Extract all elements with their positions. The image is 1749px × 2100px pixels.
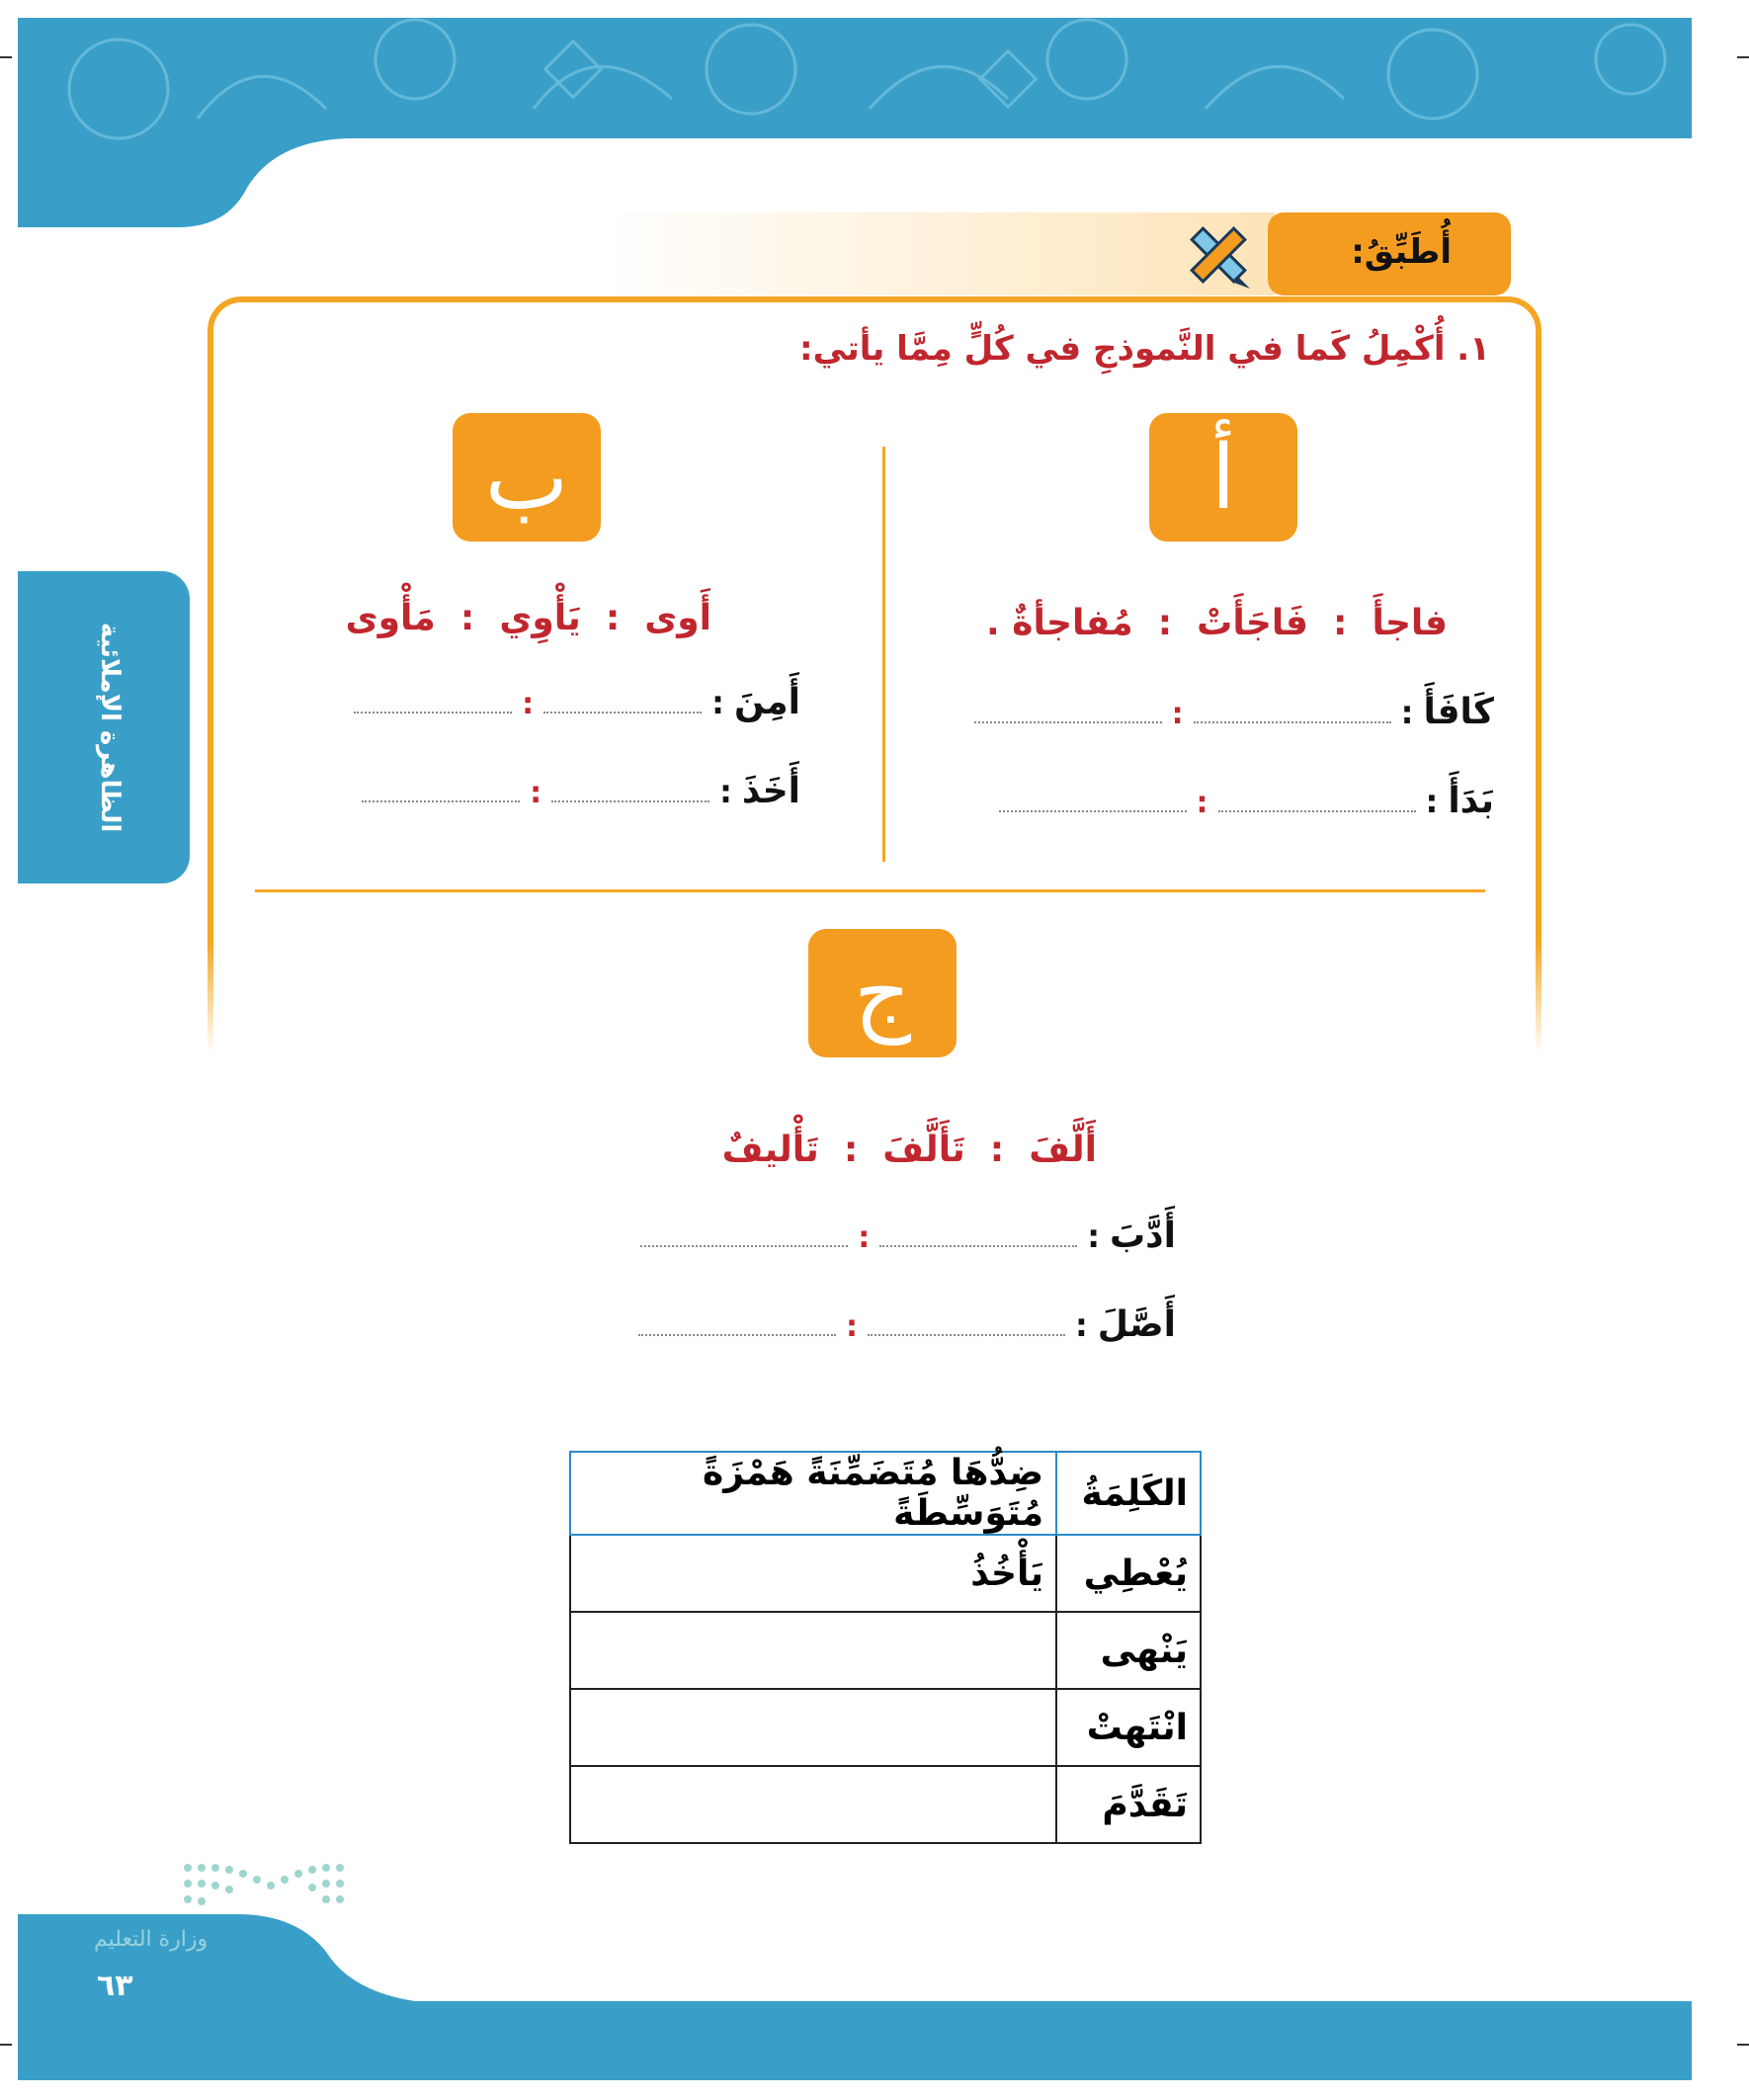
badge-a-letter: أ xyxy=(1210,425,1236,530)
answer-blank[interactable] xyxy=(640,1245,848,1247)
part-a-word: بَدَأَ xyxy=(1448,781,1494,821)
colon: : xyxy=(1196,786,1208,820)
badge-b xyxy=(453,413,601,542)
colon: : xyxy=(845,1309,858,1344)
badge-c xyxy=(808,929,957,1057)
table-row xyxy=(570,1612,1201,1689)
table-header-cell: ضِدُّهَا مُتَضَمِّنَةً هَمْزَةً مُتَوَسِّطَةً xyxy=(570,1452,1056,1535)
badge-c-letter: ج xyxy=(853,941,912,1046)
section-header xyxy=(1268,212,1511,295)
part-b-example: أَوى : يَأْوِي : مَأْوى xyxy=(345,598,711,638)
part-a-row-2 xyxy=(999,781,1494,821)
table-row xyxy=(570,1766,1201,1843)
part-c-word: أَصَّلَ xyxy=(1097,1304,1176,1345)
colon: : xyxy=(1400,694,1414,731)
answer-blank[interactable] xyxy=(543,712,702,714)
answer-blank[interactable] xyxy=(638,1334,836,1336)
colon: : xyxy=(858,1220,871,1255)
table-answer-cell[interactable] xyxy=(570,1689,1056,1766)
table-answer-cell[interactable] xyxy=(570,1766,1056,1843)
column-divider xyxy=(882,447,885,862)
answer-blank[interactable] xyxy=(354,712,512,714)
answer-blank[interactable] xyxy=(974,721,1162,723)
badge-a xyxy=(1149,413,1297,542)
colon: : xyxy=(1171,697,1184,731)
part-b-row-2 xyxy=(362,771,800,811)
antonyms-table xyxy=(569,1451,1202,1844)
colon: : xyxy=(711,684,724,721)
part-b-word: أَخَذَ xyxy=(741,771,800,811)
table-answer-cell[interactable] xyxy=(570,1612,1056,1689)
table-row xyxy=(570,1689,1201,1766)
badge-b-letter: ب xyxy=(484,425,569,530)
part-b-row-1 xyxy=(354,682,800,722)
colon: : xyxy=(1087,1218,1100,1255)
ministry-logo-text: وزارة التعليم xyxy=(94,1927,208,1952)
table-header-row xyxy=(570,1452,1201,1535)
header-band xyxy=(0,0,1749,237)
table-word-cell: انْتَهتْ xyxy=(1056,1689,1201,1766)
colon: : xyxy=(1425,783,1439,820)
colon: : xyxy=(522,687,535,721)
section-title: أُطَبِّقُ: xyxy=(1351,232,1452,272)
part-b-word: أَمِنَ xyxy=(733,682,800,722)
footer-band xyxy=(0,1912,1749,2080)
part-a-word: كَافَأَ xyxy=(1423,692,1494,732)
side-tab xyxy=(18,571,190,883)
table-answer-cell: يَأْخُذُ xyxy=(570,1535,1056,1612)
table-word-cell: يَنْهى xyxy=(1056,1612,1201,1689)
page-number: ٦٣ xyxy=(97,1969,133,2003)
answer-blank[interactable] xyxy=(551,800,709,802)
side-tab-label: الظاهرة الإملائية xyxy=(95,622,125,833)
answer-blank[interactable] xyxy=(1194,721,1391,723)
part-a-row-1 xyxy=(974,692,1494,732)
answer-blank[interactable] xyxy=(879,1245,1077,1247)
section-strip xyxy=(603,212,1275,295)
part-a-example: فاجأَ : فَاجَأَتْ : مُفاجأةٌ . xyxy=(986,603,1448,643)
row-divider xyxy=(255,889,1485,892)
ministry-logo-icon xyxy=(178,1858,356,1917)
table-row xyxy=(570,1535,1201,1612)
part-c-row-1 xyxy=(640,1216,1176,1256)
colon: : xyxy=(1074,1306,1088,1344)
answer-blank[interactable] xyxy=(999,810,1187,812)
part-c-row-2 xyxy=(638,1304,1176,1345)
answer-blank[interactable] xyxy=(1218,810,1416,812)
colon: : xyxy=(530,776,542,810)
table-word-cell: يُعْطِي xyxy=(1056,1535,1201,1612)
part-c-word: أَدَّبَ xyxy=(1110,1216,1176,1256)
colon: : xyxy=(719,773,732,810)
answer-blank[interactable] xyxy=(868,1334,1065,1336)
answer-blank[interactable] xyxy=(362,800,520,802)
pencil-ruler-icon xyxy=(1181,217,1256,293)
table-header-cell: الكَلِمَةُ xyxy=(1056,1452,1201,1535)
exercise-instruction: ١. أُكْمِلُ كَما في النَّموذجِ في كُلٍّ مِمَّا يأتي: xyxy=(799,329,1490,369)
part-c-example: أَلَّفَ : تَأَلَّفَ : تَأْليفٌ xyxy=(721,1130,1097,1170)
table-word-cell: تَقَدَّمَ xyxy=(1056,1766,1201,1843)
